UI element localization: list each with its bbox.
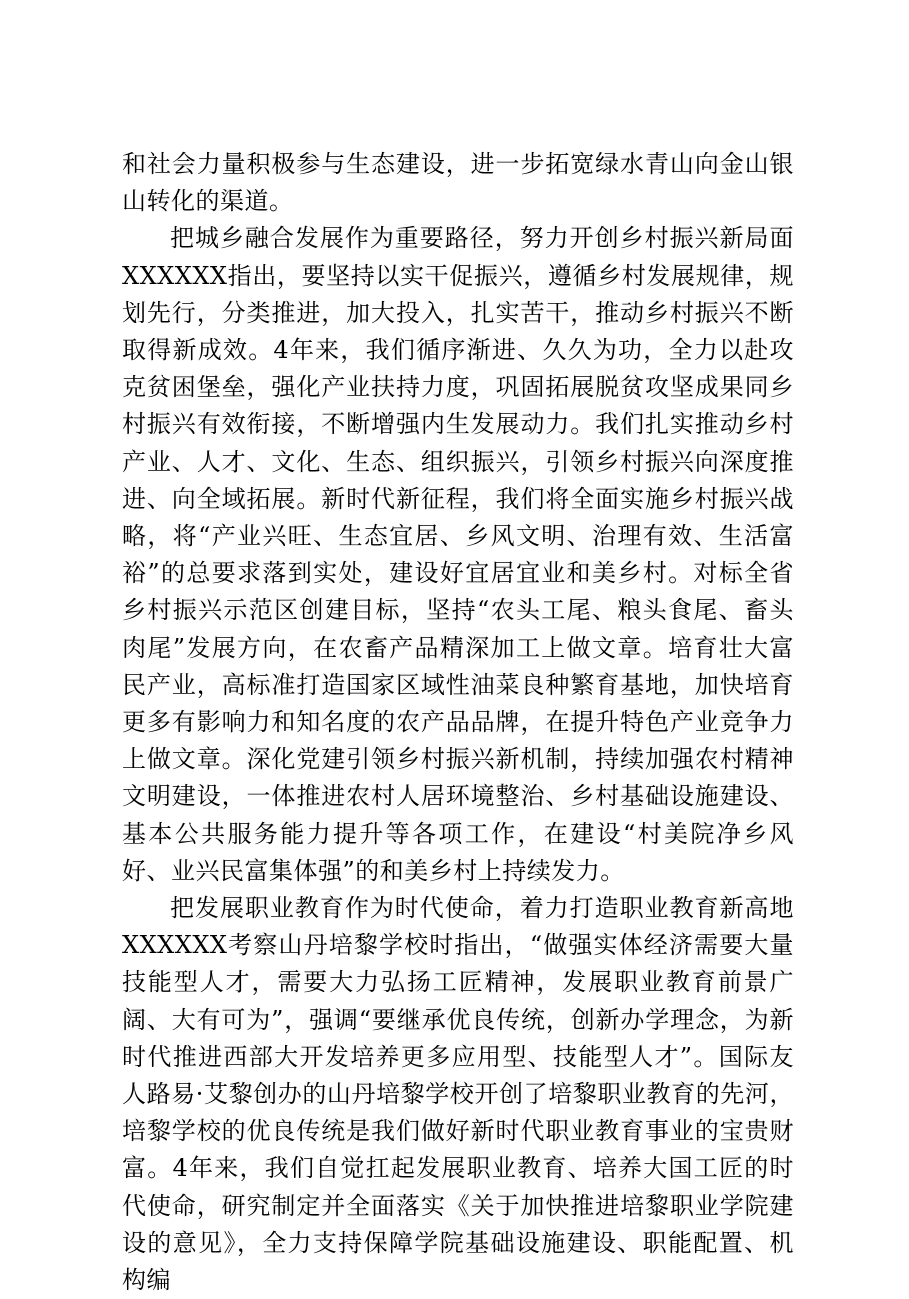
document-page — [122, 146, 794, 1299]
paragraph-vocational-education: 把发展职业教育作为时代使命，着力打造职业教育新高地XXXXXX考察山丹培黎学校时指出，“做强实体经济需要大量技能型人才，需要大力弘扬工匠精神，发展职业教育前景广阔、大有可为”，强调“要继承优良传统，创新办学理念，为新时代推进西部大开发培养更多应用型、技能型人才”。国际友人路易·艾黎创办的山丹培黎学校开创了培黎职业教育的先河，培黎学校的优良传统是我们做好新时代职业教育事业的宝贵财富。4年来，我们自觉扛起发展职业教育、培养大国工匠的时代使命，研究制定并全面落实《关于加快推进培黎职业学院建设的意见》，全力支持保障学院基础设施建设、职能配置、机构编 — [122, 894, 794, 1295]
paragraph-rural-revitalization: 把城乡融合发展作为重要路径，努力开创乡村振兴新局面XXXXXX指出，要坚持以实干促振兴，遵循乡村发展规律，规划先行，分类推进，加大投入，扎实苦干，推动乡村振兴不断取得新成效。4年来，我们循序渐进、久久为功，全力以赴攻克贫困堡垒，强化产业扶持力度，巩固拓展脱贫攻坚成果同乡村振兴有效衔接，不断增强内生发展动力。我们扎实推动乡村产业、人才、文化、生态、组织振兴，引领乡村振兴向深度推进、向全域拓展。新时代新征程，我们将全面实施乡村振兴战略，将“产业兴旺、生态宜居、乡风文明、治理有效、生活富裕”的总要求落到实处，建设好宜居宜业和美乡村。对标全省乡村振兴示范区创建目标，坚持“农头工尾、粮头食尾、畜头肉尾”发展方向，在农畜产品精深加工上做文章。培育壮大富民产业，高标准打造国家区域性油菜良种繁育基地，加快培育更多有影响力和知名度的农产品品牌，在提升特色产业竞争力上做文章。深化党建引领乡村振兴新机制，持续加强农村精神文明建设，一体推进农村人居环境整治、乡村基础设施建设、基本公共服务能力提升等各项工作，在建设“村美院净乡风好、业兴民富集体强”的和美乡村上持续发力。 — [122, 224, 794, 885]
paragraph-continuation: 和社会力量积极参与生态建设，进一步拓宽绿水青山向金山银山转化的渠道。 — [122, 150, 794, 216]
